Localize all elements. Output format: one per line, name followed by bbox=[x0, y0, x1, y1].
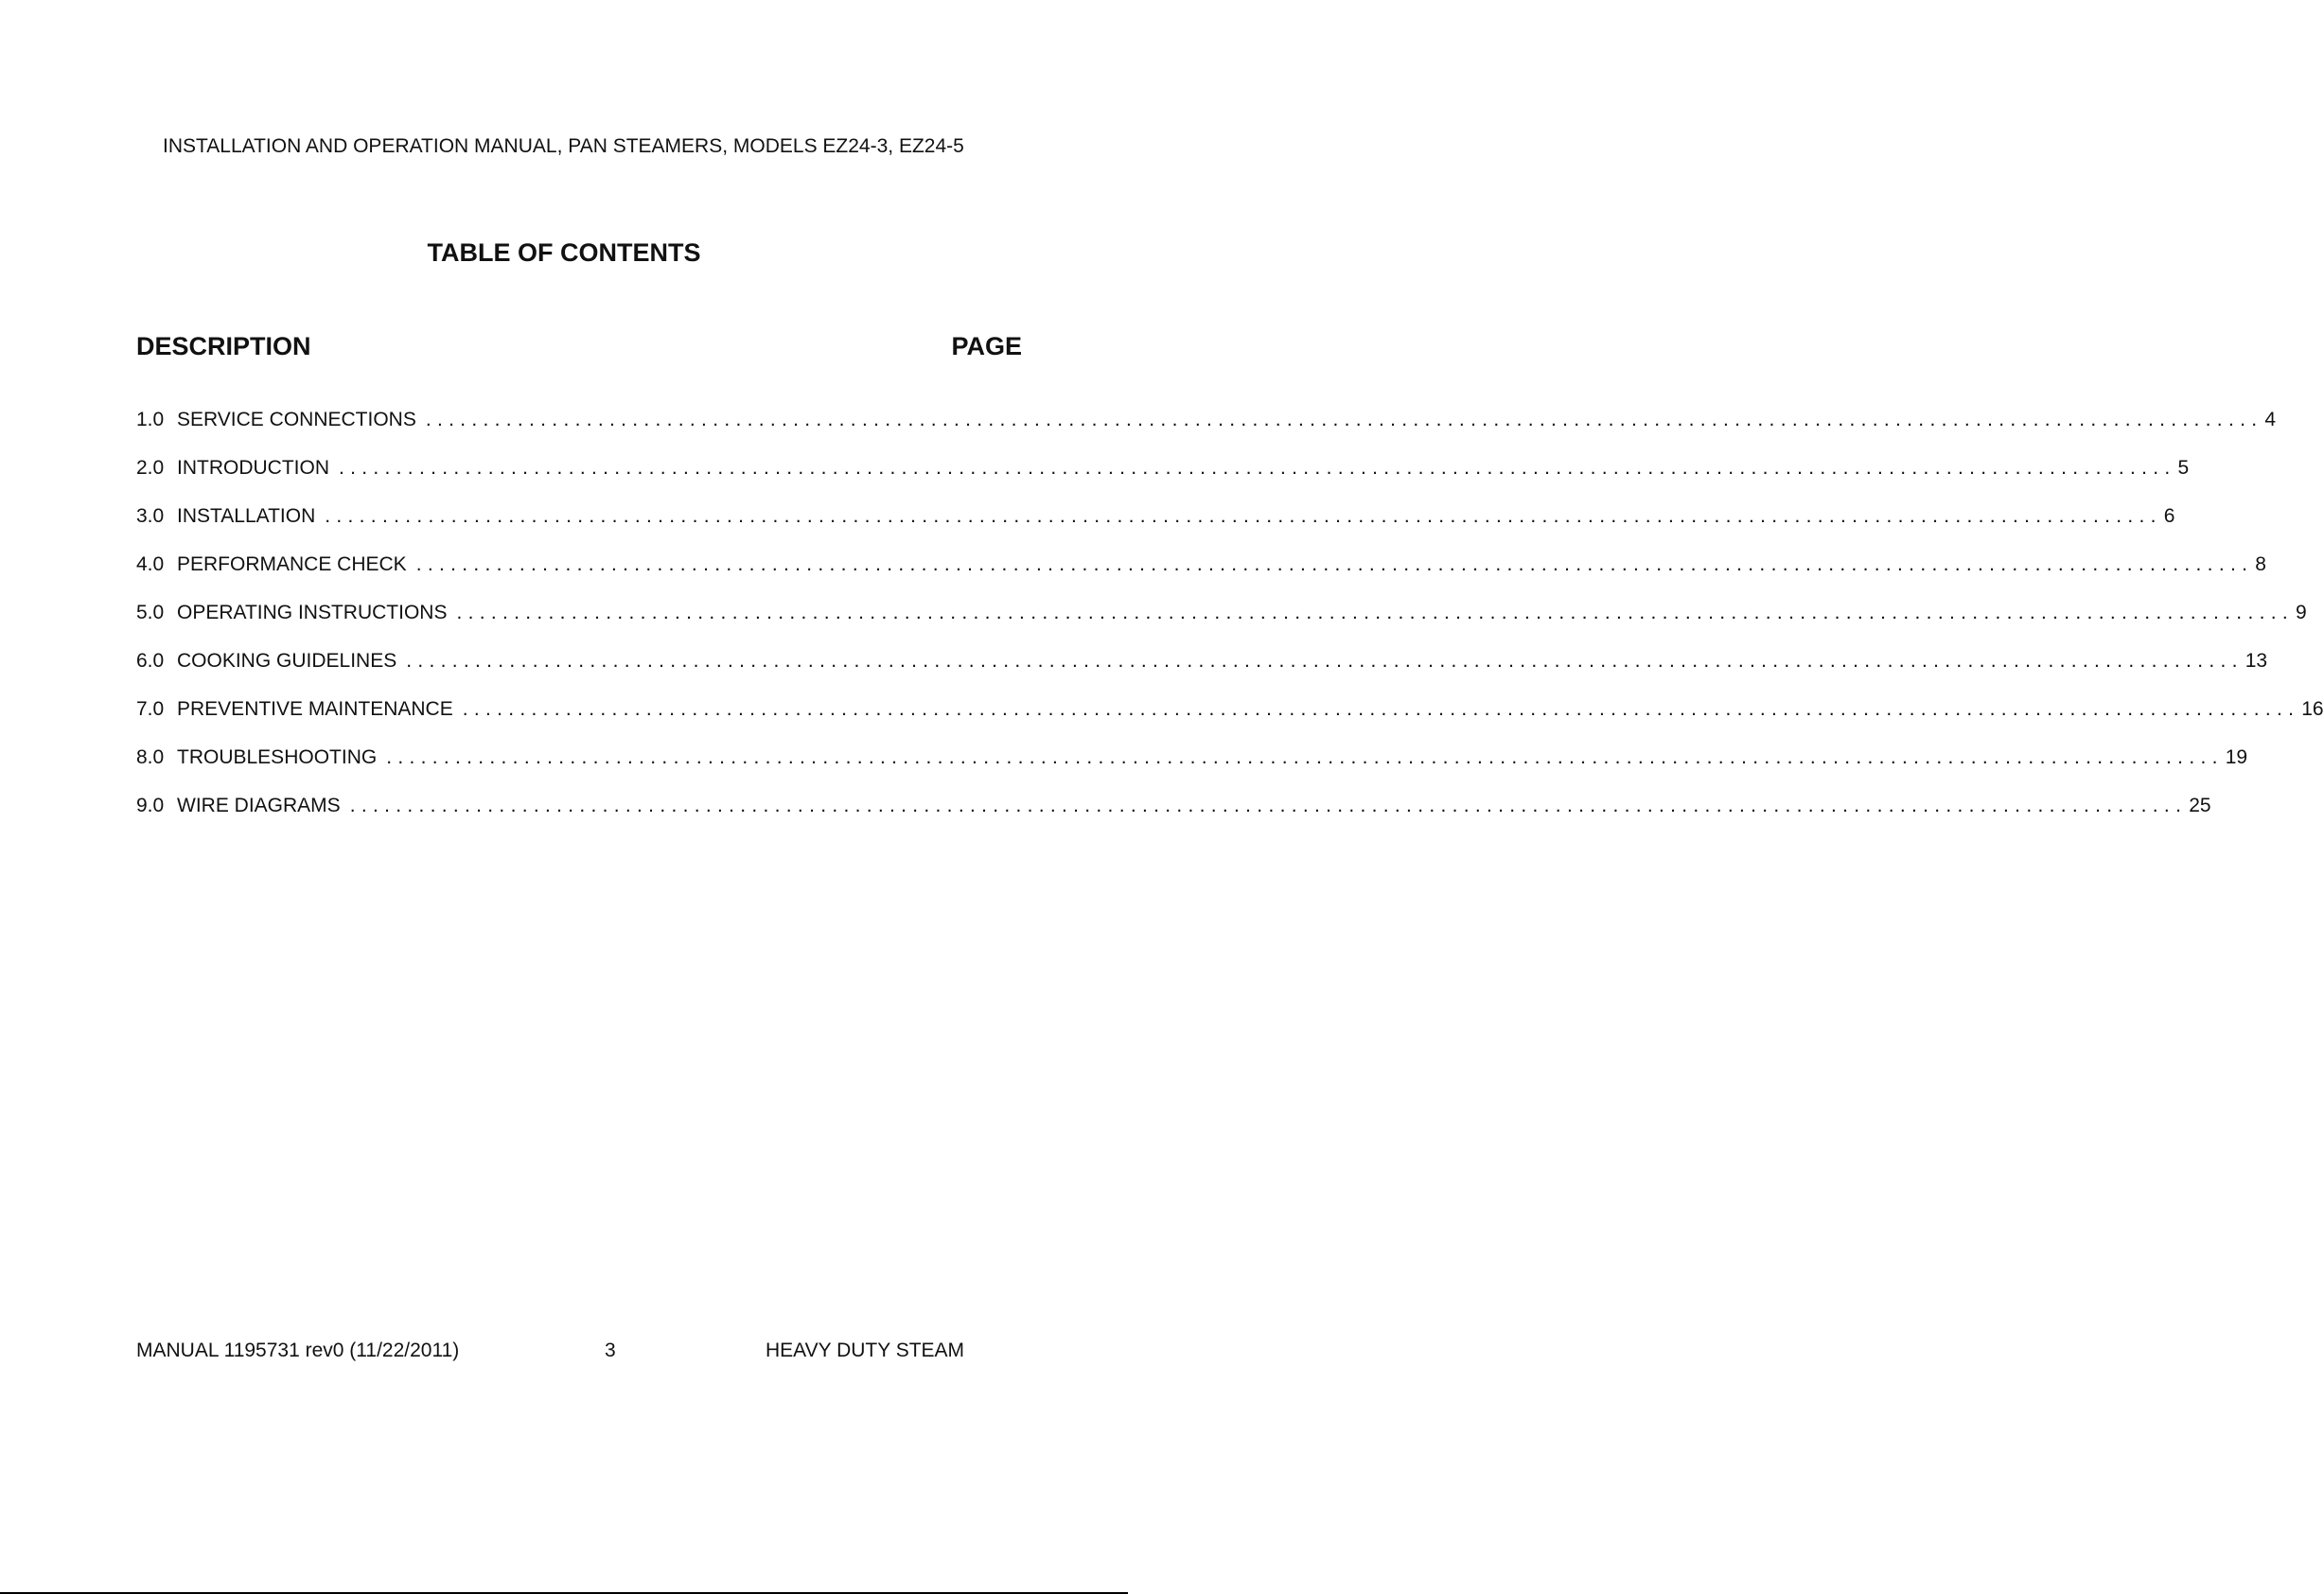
toc-entry-page: 6 bbox=[2163, 505, 2175, 527]
toc-entry-number: 9.0 bbox=[136, 795, 165, 816]
toc-entry-cooking-guidelines[interactable] bbox=[136, 650, 2268, 698]
toc-entry-label: SERVICE CONNECTIONS bbox=[177, 409, 416, 430]
toc-entry-troubleshooting[interactable] bbox=[136, 746, 2248, 795]
toc-entry-label: COOKING GUIDELINES bbox=[177, 650, 397, 672]
toc-entry-number: 4.0 bbox=[136, 553, 165, 575]
footer-page-number: 3 bbox=[605, 1340, 616, 1361]
toc-entry-label: INTRODUCTION bbox=[177, 457, 329, 479]
toc-entry-label: PERFORMANCE CHECK bbox=[177, 553, 407, 575]
toc-entry-label: INSTALLATION bbox=[177, 505, 316, 527]
footer-manual-id: MANUAL 1195731 rev0 (11/22/2011) bbox=[136, 1340, 460, 1361]
dot-leader: ................................................................................................................................................................ bbox=[456, 602, 2294, 623]
toc-entry-label: WIRE DIAGRAMS bbox=[177, 795, 341, 816]
toc-entry-operating-instructions[interactable] bbox=[136, 602, 2307, 650]
dot-leader: ................................................................................................................................................................ bbox=[406, 650, 2244, 672]
toc-entry-page: 9 bbox=[2295, 602, 2307, 623]
toc-title: TABLE OF CONTENTS bbox=[427, 238, 701, 267]
toc-entry-performance-check[interactable] bbox=[136, 553, 2266, 602]
toc-entry-number: 5.0 bbox=[136, 602, 165, 623]
dot-leader: ................................................................................................................................................................ bbox=[462, 698, 2300, 720]
toc-entry-number: 1.0 bbox=[136, 409, 165, 430]
dot-leader: ................................................................................................................................................................ bbox=[425, 409, 2263, 430]
toc-entry-page: 4 bbox=[2264, 409, 2277, 430]
toc-entry-number: 6.0 bbox=[136, 650, 165, 672]
toc-entry-installation[interactable] bbox=[136, 505, 2175, 553]
toc-entry-page: 25 bbox=[2189, 795, 2211, 816]
toc-column-description: DESCRIPTION bbox=[136, 332, 311, 360]
dot-leader: ................................................................................................................................................................ bbox=[325, 505, 2162, 527]
dot-leader: ................................................................................................................................................................ bbox=[349, 795, 2188, 816]
toc-entry-label: TROUBLESHOOTING bbox=[177, 746, 378, 768]
dot-leader: ................................................................................................................................................................ bbox=[415, 553, 2254, 575]
running-header: INSTALLATION AND OPERATION MANUAL, PAN STEAMERS, MODELS EZ24-3, EZ24-5 bbox=[163, 135, 964, 157]
toc-entry-number: 8.0 bbox=[136, 746, 165, 768]
toc-entry-page: 8 bbox=[2255, 553, 2266, 575]
toc-entry-number: 7.0 bbox=[136, 698, 165, 720]
footer-brand: HEAVY DUTY STEAM bbox=[766, 1340, 965, 1361]
toc-list bbox=[136, 409, 2324, 843]
toc-entry-preventive-maintenance[interactable] bbox=[136, 698, 2324, 746]
toc-entry-number: 3.0 bbox=[136, 505, 165, 527]
toc-entry-page: 19 bbox=[2225, 746, 2248, 768]
toc-entry-number: 2.0 bbox=[136, 457, 165, 479]
toc-entry-service-connections[interactable] bbox=[136, 409, 2277, 457]
toc-entry-label: PREVENTIVE MAINTENANCE bbox=[177, 698, 453, 720]
toc-entry-introduction[interactable] bbox=[136, 457, 2190, 505]
toc-entry-wire-diagrams[interactable] bbox=[136, 795, 2211, 843]
toc-entry-page: 5 bbox=[2177, 457, 2190, 479]
dot-leader: ................................................................................................................................................................ bbox=[339, 457, 2176, 479]
toc-entry-page: 16 bbox=[2301, 698, 2324, 720]
dot-leader: ................................................................................................................................................................ bbox=[386, 746, 2224, 768]
toc-entry-page: 13 bbox=[2245, 650, 2268, 672]
toc-entry-label: OPERATING INSTRUCTIONS bbox=[177, 602, 448, 623]
toc-column-page: PAGE bbox=[951, 332, 1022, 360]
